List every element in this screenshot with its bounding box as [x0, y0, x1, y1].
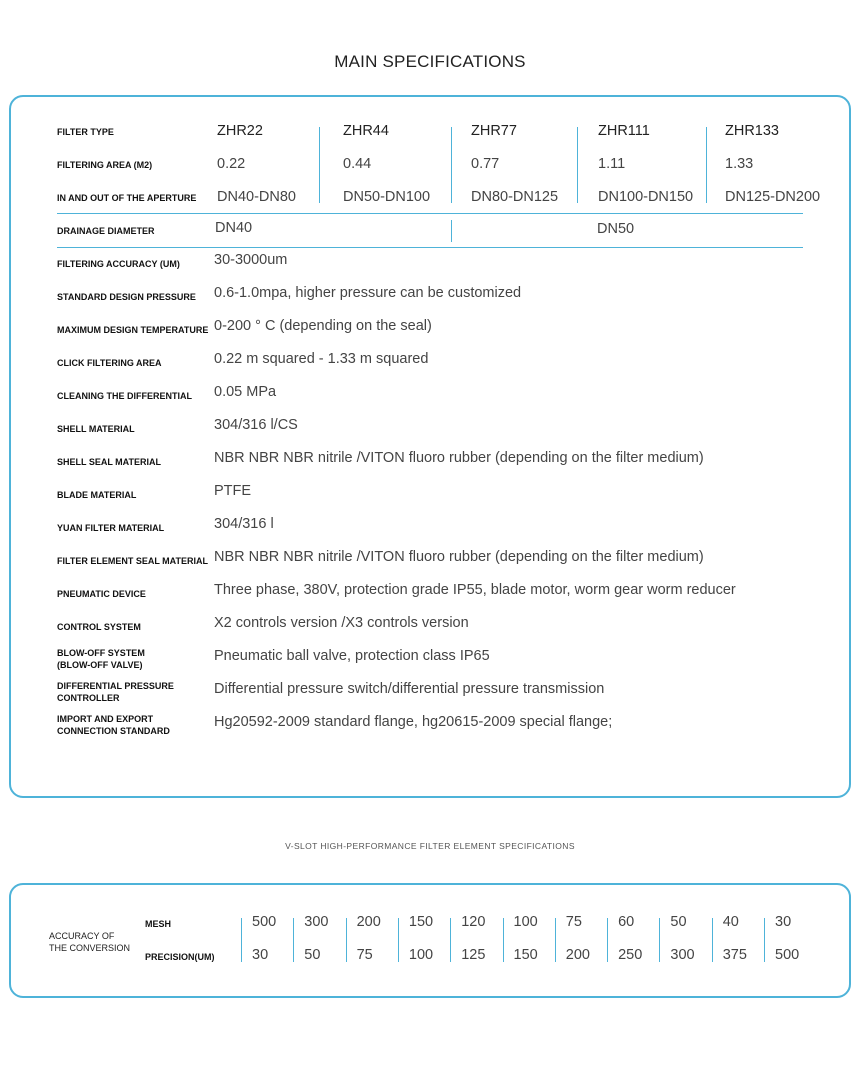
spec-label: CLICK FILTERING AREA	[57, 358, 162, 368]
mesh-value: 120	[461, 914, 486, 930]
filtering-area-label: FILTERING AREA (M2)	[57, 160, 153, 170]
column-divider	[319, 127, 320, 203]
spec-value: 0.6-1.0mpa, higher pressure can be customized	[214, 285, 522, 301]
vslot-title: V-SLOT HIGH-PERFORMANCE FILTER ELEMENT SPECIFICATIONS	[285, 841, 575, 851]
drainage-value: DN40	[215, 220, 253, 236]
model-aperture-cell: DN100-DN150	[598, 189, 694, 205]
spec-label: SHELL SEAL MATERIAL	[57, 457, 162, 467]
spec-value: NBR NBR NBR nitrile /VITON fluoro rubber (depending on the filter medium)	[214, 549, 704, 565]
spec-value: 304/316 l/CS	[214, 417, 298, 433]
drainage-value: DN50	[597, 221, 635, 237]
vslot-column-divider	[659, 918, 660, 962]
spec-label: FILTERING ACCURACY (UM)	[57, 259, 180, 269]
mesh-value: 200	[356, 914, 381, 930]
spec-value: 0.05 MPa	[214, 384, 277, 400]
spec-value: PTFE	[214, 483, 252, 499]
filter-type-label: FILTER TYPE	[57, 127, 114, 137]
spec-label: PNEUMATIC DEVICE	[57, 589, 146, 599]
model-aperture-cell: DN125-DN200	[725, 189, 821, 205]
spec-value: 0.22 m squared - 1.33 m squared	[214, 351, 429, 367]
mesh-value: 100	[513, 914, 538, 930]
column-divider	[451, 127, 452, 203]
model-type-cell: ZHR22	[217, 123, 263, 139]
model-type-cell: ZHR133	[725, 123, 779, 139]
spec-label: BLADE MATERIAL	[57, 490, 137, 500]
column-divider	[577, 127, 578, 203]
model-area-cell: 0.44	[343, 156, 372, 172]
precision-value: 50	[304, 947, 321, 963]
spec-value: 30-3000um	[214, 252, 288, 268]
vslot-column-divider	[293, 918, 294, 962]
row-divider	[57, 247, 803, 248]
column-divider	[451, 220, 452, 242]
precision-value: 150	[513, 947, 538, 963]
row-divider	[57, 213, 803, 214]
mesh-label: MESH	[145, 919, 172, 929]
model-type-cell: ZHR111	[598, 123, 650, 139]
precision-value: 125	[461, 947, 486, 963]
spec-value: 304/316 l	[214, 516, 274, 532]
vslot-column-divider	[607, 918, 608, 962]
spec-value: Pneumatic ball valve, protection class IP65	[214, 648, 490, 664]
spec-value: Hg20592-2009 standard flange, hg20615-2009 special flange;	[214, 714, 613, 730]
spec-label: CONTROL SYSTEM	[57, 622, 141, 632]
mesh-value: 30	[775, 914, 792, 930]
spec-label: MAXIMUM DESIGN TEMPERATURE	[57, 325, 209, 335]
model-area-cell: 1.11	[598, 156, 626, 172]
mesh-value: 40	[722, 914, 739, 930]
spec-label: SHELL MATERIAL	[57, 424, 135, 434]
precision-value: 200	[565, 947, 590, 963]
model-area-cell: 1.33	[725, 156, 754, 172]
vslot-column-divider	[712, 918, 713, 962]
mesh-value: 150	[408, 914, 434, 930]
vslot-column-divider	[503, 918, 504, 962]
mesh-value: 60	[618, 914, 635, 930]
model-type-cell: ZHR77	[471, 123, 517, 139]
spec-value: 0-200 ° C (depending on the seal)	[214, 318, 432, 334]
model-area-cell: 0.77	[471, 156, 500, 172]
spec-label: IMPORT AND EXPORT CONNECTION STANDARD	[57, 714, 170, 736]
precision-value: 75	[356, 947, 373, 963]
column-divider	[706, 127, 707, 203]
spec-label: BLOW-OFF SYSTEM (BLOW-OFF VALVE)	[57, 648, 145, 670]
precision-value: 30	[252, 947, 269, 963]
vslot-column-divider	[346, 918, 347, 962]
model-type-cell: ZHR44	[343, 123, 389, 139]
precision-label: PRECISION(UM)	[145, 952, 215, 962]
vslot-column-divider	[555, 918, 556, 962]
drainage-diameter-label: DRAINAGE DIAMETER	[57, 226, 155, 236]
precision-value: 500	[775, 947, 800, 963]
precision-value: 100	[408, 947, 434, 963]
model-area-cell: 0.22	[217, 156, 246, 172]
aperture-label: IN AND OUT OF THE APERTURE	[57, 193, 197, 203]
mesh-value: 300	[304, 914, 329, 930]
spec-label: STANDARD DESIGN PRESSURE	[57, 292, 196, 302]
precision-value: 375	[722, 947, 747, 963]
vslot-column-divider	[764, 918, 765, 962]
spec-label: DIFFERENTIAL PRESSURE CONTROLLER	[57, 681, 174, 703]
model-aperture-cell: DN80-DN125	[471, 189, 559, 205]
spec-label: YUAN FILTER MATERIAL	[57, 523, 165, 533]
spec-value: Differential pressure switch/differential pressure transmission	[214, 681, 605, 697]
mesh-value: 50	[670, 914, 687, 930]
spec-value: X2 controls version /X3 controls version	[214, 615, 469, 631]
precision-value: 300	[670, 947, 695, 963]
mesh-value: 75	[565, 914, 582, 930]
mesh-value: 500	[252, 914, 277, 930]
spec-label: FILTER ELEMENT SEAL MATERIAL	[57, 556, 208, 566]
vslot-column-divider	[398, 918, 399, 962]
model-aperture-cell: DN50-DN100	[343, 189, 431, 205]
vslot-column-divider	[450, 918, 451, 962]
precision-value: 250	[618, 947, 643, 963]
accuracy-conversion-label: ACCURACY OF THE CONVERSION	[49, 931, 131, 953]
spec-value: Three phase, 380V, protection grade IP55, blade motor, worm gear worm reducer	[214, 582, 736, 598]
spec-label: CLEANING THE DIFFERENTIAL	[57, 391, 192, 401]
vslot-specifications-panel	[9, 883, 851, 998]
vslot-column-divider	[241, 918, 242, 962]
model-aperture-cell: DN40-DN80	[217, 189, 296, 205]
spec-value: NBR NBR NBR nitrile /VITON fluoro rubber (depending on the filter medium)	[214, 450, 704, 466]
page-title: MAIN SPECIFICATIONS	[334, 52, 526, 71]
